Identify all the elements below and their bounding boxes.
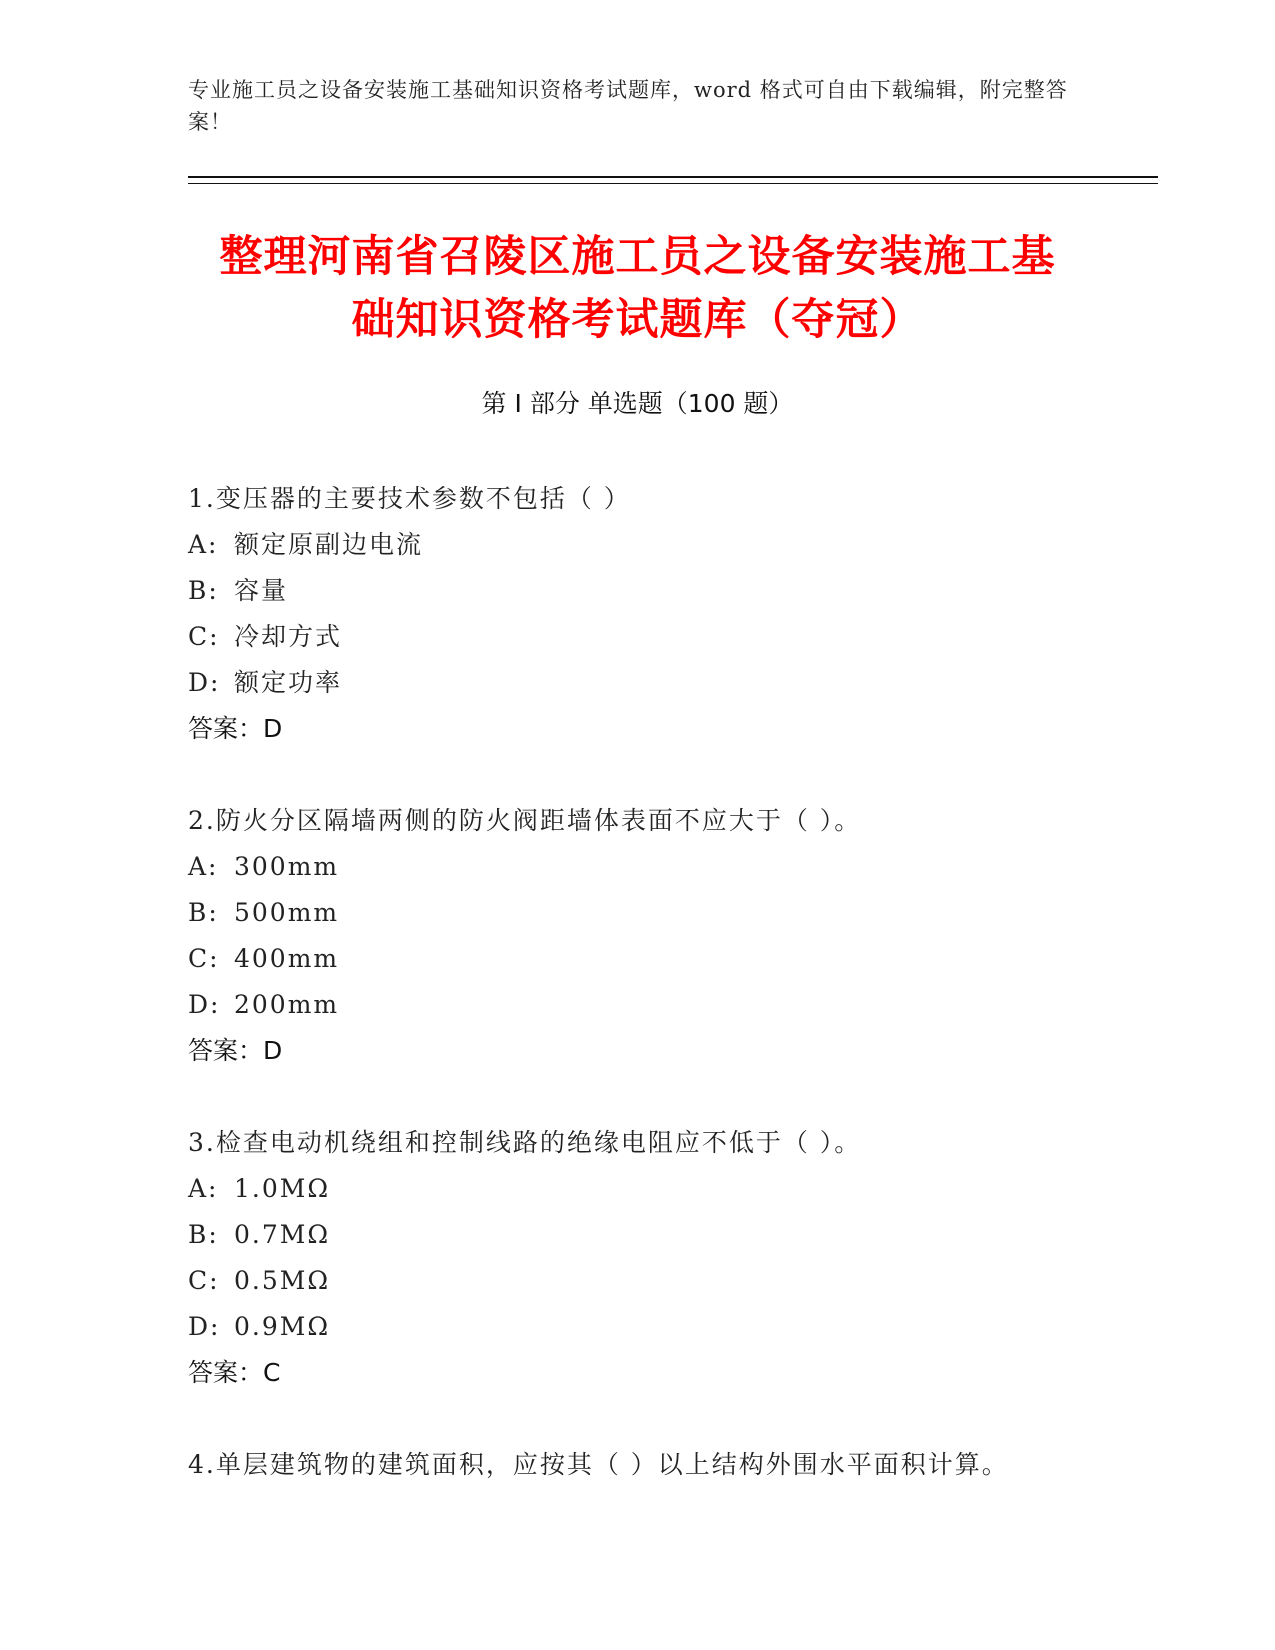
option-text: 0.5MΩ: [234, 1266, 331, 1295]
option-text: 200mm: [234, 990, 340, 1019]
option-letter: B:: [188, 576, 219, 605]
option-letter: D:: [188, 1312, 221, 1341]
question-2: [188, 798, 1148, 1074]
question-4: [188, 1442, 1148, 1488]
option-text: 500mm: [234, 898, 340, 927]
option-text: 额定原副边电流: [234, 530, 424, 559]
option-letter: D:: [188, 990, 221, 1019]
header-note: 专业施工员之设备安装施工基础知识资格考试题库，word 格式可自由下载编辑，附完整答案！: [188, 78, 1068, 134]
answer: 答案：D: [188, 1036, 283, 1065]
option-a: [188, 844, 1148, 890]
question-1: [188, 476, 1148, 752]
question-stem: 4.单层建筑物的建筑面积，应按其（ ）以上结构外围水平面积计算。: [188, 1450, 1009, 1479]
option-letter: B:: [188, 1220, 219, 1249]
option-text: 冷却方式: [234, 622, 343, 651]
answer: 答案：C: [188, 1358, 281, 1387]
option-letter: D:: [188, 668, 221, 697]
question-stem: 1.变压器的主要技术参数不包括（ ）: [188, 484, 631, 513]
option-letter: C:: [188, 622, 220, 651]
option-c: [188, 614, 1148, 660]
title-line-2: 础知识资格考试题库（夺冠）: [351, 295, 924, 345]
option-text: 0.7MΩ: [234, 1220, 331, 1249]
option-letter: A:: [188, 530, 219, 559]
answer: 答案：D: [188, 714, 283, 743]
header-rule-thin: [188, 183, 1158, 184]
option-letter: C:: [188, 944, 220, 973]
option-c: [188, 1258, 1148, 1304]
option-a: [188, 1166, 1148, 1212]
option-text: 300mm: [234, 852, 340, 881]
option-d: [188, 1304, 1148, 1350]
section-title: 第 I 部分 单选题（100 题）: [481, 389, 794, 418]
option-c: [188, 936, 1148, 982]
header-rule-thick: [188, 176, 1158, 178]
option-text: 额定功率: [234, 668, 343, 697]
option-a: [188, 522, 1148, 568]
question-list: [188, 476, 1148, 1534]
question-3: [188, 1120, 1148, 1396]
option-text: 400mm: [234, 944, 340, 973]
question-stem: 3.检查电动机绕组和控制线路的绝缘电阻应不低于（ ）。: [188, 1128, 862, 1157]
question-stem: 2.防火分区隔墙两侧的防火阀距墙体表面不应大于（ ）。: [188, 806, 862, 835]
document-title: [150, 226, 1125, 352]
option-letter: C:: [188, 1266, 220, 1295]
option-letter: A:: [188, 852, 219, 881]
option-b: [188, 1212, 1148, 1258]
option-d: [188, 660, 1148, 706]
option-letter: A:: [188, 1174, 219, 1203]
option-letter: B:: [188, 898, 219, 927]
option-text: 0.9MΩ: [234, 1312, 331, 1341]
option-d: [188, 982, 1148, 1028]
option-text: 容量: [234, 576, 289, 605]
option-b: [188, 568, 1148, 614]
option-text: 1.0MΩ: [234, 1174, 331, 1203]
option-b: [188, 890, 1148, 936]
title-line-1: 整理河南省召陵区施工员之设备安装施工基: [219, 232, 1056, 282]
